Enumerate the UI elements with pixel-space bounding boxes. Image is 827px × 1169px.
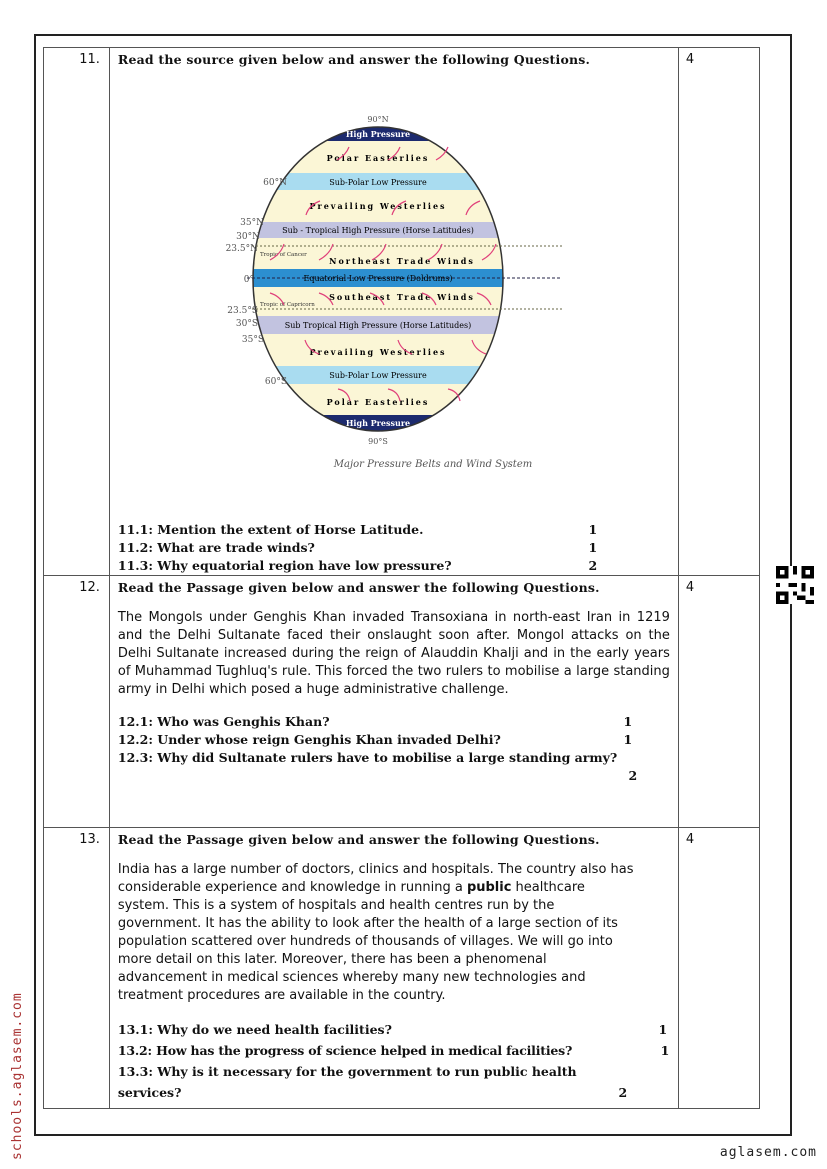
latitude-label: 90°S xyxy=(368,437,388,446)
band-label: Sub Tropical High Pressure (Horse Latitudes) xyxy=(284,321,472,330)
footer-watermark: aglasem.com xyxy=(719,1145,817,1160)
band-label: Northeast Trade Winds xyxy=(329,256,475,266)
figure-caption: Major Pressure Belts and Wind System xyxy=(333,459,533,470)
latitude-label: 35°N xyxy=(240,218,264,228)
sub-question: 13.3: Why is it necessary for the government to run public health services? 2 xyxy=(117,1064,628,1100)
band-label: Polar Easterlies xyxy=(326,397,430,407)
question-heading: Read the source given below and answer the following Questions. xyxy=(117,52,591,67)
latitude-label: 90°N xyxy=(367,115,389,124)
band-label: Polar Easterlies xyxy=(326,153,430,163)
pressure-belts-diagram xyxy=(118,63,670,483)
band-label: Prevailing Westerlies xyxy=(309,347,447,357)
latitude-label: 23.5°S xyxy=(227,306,258,316)
question-marks: 4 xyxy=(678,576,759,828)
latitude-label: 60°N xyxy=(263,178,287,188)
question-marks: 4 xyxy=(678,828,759,1109)
latitude-label: 35°S xyxy=(241,335,264,345)
sub-question: 12.3: Why did Sultanate rulers have to mobilise a large standing army? 2 xyxy=(117,750,638,783)
question-table xyxy=(43,47,760,1109)
question-row-13 xyxy=(44,828,760,1109)
band-label: Prevailing Westerlies xyxy=(309,201,447,211)
question-heading: Read the Passage given below and answer the following Questions. xyxy=(117,832,600,847)
sub-question: 11.3: Why equatorial region have low pressure? 2 xyxy=(117,558,598,573)
side-watermark: schools.aglasem.com xyxy=(10,992,25,1160)
question-row-11 xyxy=(44,48,760,576)
band-label: Southeast Trade Winds xyxy=(329,292,475,302)
passage: The Mongols under Genghis Khan invaded Transoxiana in north-east Iran in 1219 and the Delhi Sultanate faced their onslaught soon after. Mongol attacks on the Delhi Sultanate increased during the reign of Alauddin Khalji and in the early years of Muhammad Tughluq's rule. This forced the two rulers to mobilise a large standing army in Delhi which posed a huge administrative challenge. xyxy=(117,610,670,697)
question-number: 12. xyxy=(44,576,110,828)
question-number: 11. xyxy=(44,48,110,576)
question-row-12 xyxy=(44,576,760,828)
latitude-label: 30°N xyxy=(236,232,260,242)
sub-question: 13.2: How has the progress of science helped in medical facilities? 1 xyxy=(117,1043,670,1058)
qr-code-icon xyxy=(776,566,814,604)
sub-question: 12.2: Under whose reign Genghis Khan invaded Delhi? 1 xyxy=(117,732,633,747)
sub-question: 11.1: Mention the extent of Horse Latitude. 1 xyxy=(117,522,598,537)
question-number: 13. xyxy=(44,828,110,1109)
latitude-label: 0° xyxy=(243,275,254,285)
question-heading: Read the Passage given below and answer the following Questions. xyxy=(117,580,600,595)
latitude-label: 23.5°N xyxy=(225,244,258,254)
band-label: Equatorial Low Pressure (Doldrums) xyxy=(303,274,453,283)
band-label: Sub-Polar Low Pressure xyxy=(329,178,427,187)
question-marks: 4 xyxy=(678,48,759,576)
latitude-label: 60°S xyxy=(264,377,287,387)
passage: India has a large number of doctors, clinics and hospitals. The country also has considerable experience and knowledge in running a public healthcare system. This is a system of hospitals and health centres run by the government. It has the ability to look after the health of a large section of its population scattered over hundreds of thousands of villages. We will go into more detail on this later. Moreover, there has been a phenomenal advancement in medical sciences whereby many new technologies and treatment procedures are available in the country. xyxy=(117,862,634,1003)
band-label: High Pressure xyxy=(345,418,411,428)
sub-question: 12.1: Who was Genghis Khan? 1 xyxy=(117,714,633,729)
tropic-of-cancer-label: Tropic of Cancer xyxy=(259,252,307,258)
sub-question: 13.1: Why do we need health facilities? 1 xyxy=(117,1022,668,1037)
band-label: Sub-Polar Low Pressure xyxy=(329,371,427,380)
sub-question: 11.2: What are trade winds? 1 xyxy=(117,540,598,555)
tropic-of-capricorn-label: Tropic of Capricorn xyxy=(259,302,315,308)
band-label: Sub - Tropical High Pressure (Horse Latitudes) xyxy=(282,226,474,235)
latitude-label: 30°S xyxy=(235,319,258,329)
band-label: High Pressure xyxy=(345,129,411,139)
